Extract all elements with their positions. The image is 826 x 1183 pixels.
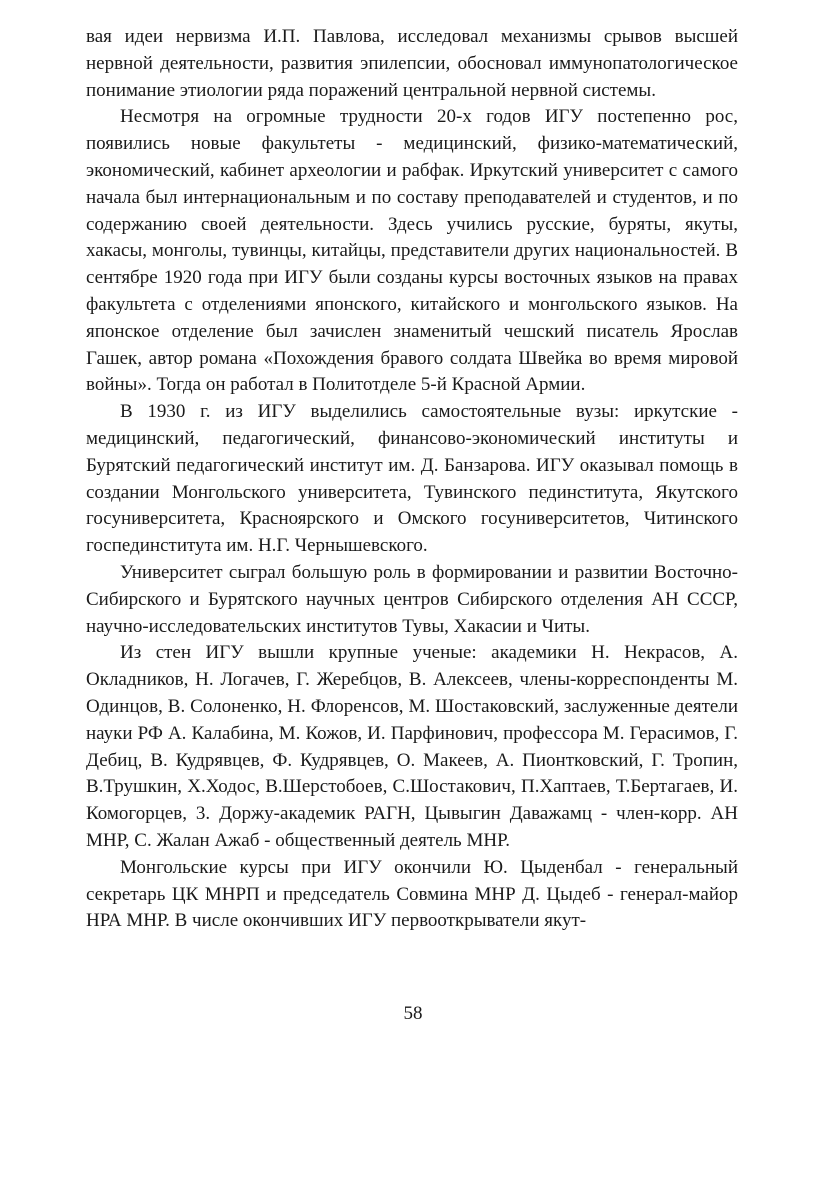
page-body [86, 24, 738, 935]
paragraph-1930: В 1930 г. из ИГУ выделились самостоятельные вузы: иркутские - медицинский, педагогический, финансово-экономический институты и Бурятский педагогический институт им. Д. Банзарова. ИГУ оказывал помощь в создании Монгольского университета, Тувинского пединститута, Якутского госуниверситета, Красноярского и Омского госуниверситетов, Читинского госпединститута им. Н.Г. Чернышевского. [86, 401, 738, 557]
paragraph-scientists: Из стен ИГУ вышли крупные ученые: академики Н. Некрасов, А. Окладников, Н. Логачев, Г. Жеребцов, В. Алексеев, члены-корреспонденты М. Одинцов, В. Солоненко, Н. Флоренсов, М. Шостаковский, заслуженные деятели науки РФ А. Калабина, М. Кожов, И. Парфинович, профессора М. Герасимов, Г. Дебиц, В. Кудрявцев, Ф. Кудрявцев, О. Макеев, А. Пионтковский, Г. Тропин, В.Трушкин, Х.Ходос, В.Шерстобоев, С.Шостакович, П.Хаптаев, Т.Бертагаев, И. Комогорцев, 3. Доржу-академик РАГН, Цывыгин Даважамц - член-корр. АН МНР, С. Жалан Ажаб - общественный деятель МНР. [86, 642, 738, 851]
page-number: 58 [403, 1003, 423, 1024]
paragraph-mongolian-courses: Монгольские курсы при ИГУ окончили Ю. Цыденбал - генеральный секретарь ЦК МНРП и председатель Совмина МНР Д. Цыдеб - генерал-майор НРА МНР. В числе окончивших ИГУ первооткрыватели якут- [86, 856, 738, 932]
paragraph-continuation: вая идеи нервизма И.П. Павлова, исследовал механизмы срывов высшей нервной деятельности, развития эпилепсии, обосновал иммунопатологическое понимание этиологии ряда поражений центральной нервной системы. [86, 26, 738, 101]
paragraph-faculties: Несмотря на огромные трудности 20-х годов ИГУ постепенно рос, появились новые факультеты - медицинский, физико-математический, экономический, кабинет археологии и рабфак. Иркутский университет с самого начала был интернациональным и по составу преподавателей и студентов, и по содержанию своей деятельности. Здесь учились русские, буряты, якуты, хакасы, монголы, тувинцы, китайцы, представители других национальностей. В сентябре 1920 года при ИГУ были созданы курсы восточных языков на правах факультета с отделениями японского, китайского и монгольского языков. На японское отделение был зачислен знаменитый чешский писатель Ярослав Гашек, автор романа «Похождения бравого солдата Швейка во время мировой войны». Тогда он работал в Политотделе 5-й Красной Армии. [86, 106, 738, 396]
paragraph-research-centers: Университет сыграл большую роль в формировании и развитии Восточно-Сибирского и Бурятского научных центров Сибирского отделения АН СССР, научно-исследовательских институтов Тувы, Хакасии и Читы. [86, 561, 738, 637]
